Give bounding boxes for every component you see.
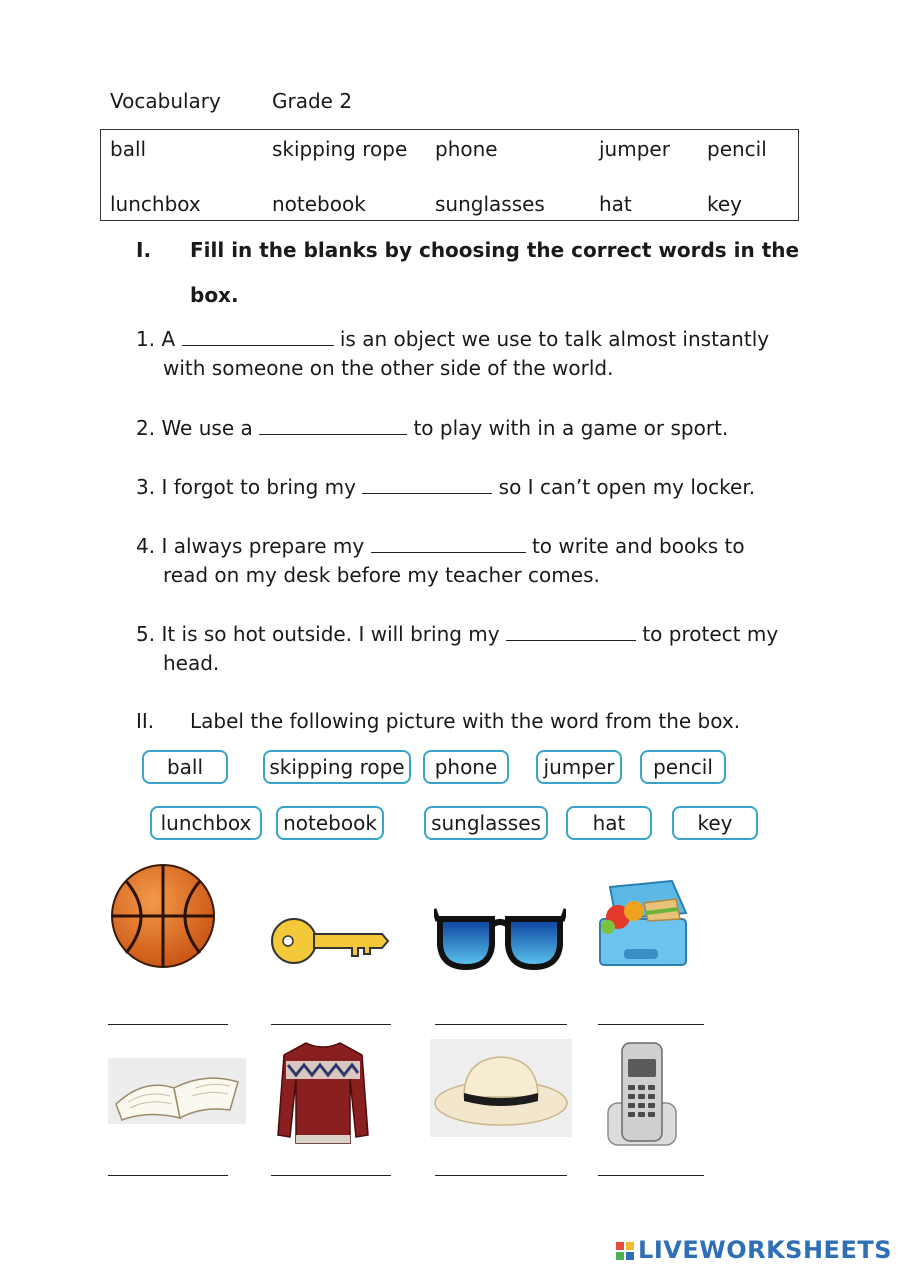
word-chip-skipping-rope[interactable]: skipping rope bbox=[263, 750, 411, 784]
question-text: to write and books to bbox=[531, 534, 745, 558]
section2-number: II. bbox=[136, 709, 155, 733]
question-2 bbox=[136, 416, 728, 440]
question-text: so I can’t open my locker. bbox=[498, 475, 756, 499]
word-chip-jumper[interactable]: jumper bbox=[536, 750, 622, 784]
picture-answer-line[interactable] bbox=[108, 1175, 228, 1176]
picture-answer-line[interactable] bbox=[271, 1024, 391, 1025]
vocab-word: hat bbox=[599, 192, 632, 216]
word-chip-ball[interactable]: ball bbox=[142, 750, 228, 784]
question-number: 3. bbox=[136, 475, 156, 499]
answer-blank[interactable] bbox=[259, 416, 407, 435]
question-text: We use a bbox=[161, 416, 253, 440]
question-3 bbox=[136, 475, 755, 499]
answer-blank[interactable] bbox=[182, 327, 334, 346]
section2-title: Label the following picture with the word from the box. bbox=[190, 709, 741, 733]
vocab-word: skipping rope bbox=[272, 137, 408, 161]
section1-title: Fill in the blanks by choosing the correct words in the bbox=[190, 238, 800, 262]
word-chip-phone[interactable]: phone bbox=[423, 750, 509, 784]
vocab-word: phone bbox=[435, 137, 498, 161]
question-5 bbox=[136, 622, 778, 646]
vocab-word: pencil bbox=[707, 137, 767, 161]
word-chip-notebook[interactable]: notebook bbox=[276, 806, 384, 840]
basketball-image bbox=[108, 863, 218, 969]
vocab-word: notebook bbox=[272, 192, 366, 216]
answer-blank[interactable] bbox=[371, 534, 526, 553]
logo-icon bbox=[616, 1242, 634, 1260]
hat-image bbox=[430, 1039, 572, 1137]
question-4 bbox=[136, 534, 745, 558]
vocab-word: jumper bbox=[599, 137, 670, 161]
subject-label: Vocabulary bbox=[110, 89, 221, 113]
answer-blank[interactable] bbox=[506, 622, 636, 641]
logo-text: LIVEWORKSHEETS bbox=[638, 1236, 892, 1264]
phone-image bbox=[606, 1039, 678, 1147]
jumper-image bbox=[276, 1039, 370, 1147]
word-chip-sunglasses[interactable]: sunglasses bbox=[424, 806, 548, 840]
question-text: is an object we use to talk almost instantly bbox=[339, 327, 770, 351]
notebook-image bbox=[108, 1058, 246, 1124]
picture-answer-line[interactable] bbox=[435, 1024, 567, 1025]
liveworksheets-logo bbox=[616, 1236, 892, 1264]
key-image bbox=[270, 912, 390, 970]
picture-answer-line[interactable] bbox=[435, 1175, 567, 1176]
section1-number: I. bbox=[136, 238, 152, 262]
word-chip-key[interactable]: key bbox=[672, 806, 758, 840]
section1-title-cont: box. bbox=[190, 283, 239, 307]
word-chip-lunchbox[interactable]: lunchbox bbox=[150, 806, 262, 840]
picture-answer-line[interactable] bbox=[598, 1024, 704, 1025]
question-text: It is so hot outside. I will bring my bbox=[161, 622, 500, 646]
sunglasses-image bbox=[434, 903, 566, 971]
picture-answer-line[interactable] bbox=[271, 1175, 391, 1176]
vocabulary-box bbox=[100, 129, 799, 221]
question-number: 1. bbox=[136, 327, 156, 351]
question-text: I always prepare my bbox=[161, 534, 365, 558]
picture-answer-line[interactable] bbox=[108, 1024, 228, 1025]
question-text: to play with in a game or sport. bbox=[413, 416, 729, 440]
lunchbox-image bbox=[596, 879, 690, 971]
vocab-word: key bbox=[707, 192, 743, 216]
question-number: 5. bbox=[136, 622, 156, 646]
question-text: read on my desk before my teacher comes. bbox=[163, 563, 600, 587]
vocab-word: ball bbox=[110, 137, 147, 161]
vocab-word: lunchbox bbox=[110, 192, 201, 216]
grade-label: Grade 2 bbox=[272, 89, 353, 113]
question-number: 2. bbox=[136, 416, 156, 440]
question-text: with someone on the other side of the world. bbox=[163, 356, 614, 380]
question-text: head. bbox=[163, 651, 220, 675]
question-1 bbox=[136, 327, 769, 351]
vocab-word: sunglasses bbox=[435, 192, 545, 216]
question-text: to protect my bbox=[642, 622, 779, 646]
question-text: I forgot to bring my bbox=[161, 475, 356, 499]
answer-blank[interactable] bbox=[362, 475, 492, 494]
question-text: A bbox=[161, 327, 176, 351]
question-number: 4. bbox=[136, 534, 156, 558]
word-chip-pencil[interactable]: pencil bbox=[640, 750, 726, 784]
picture-answer-line[interactable] bbox=[598, 1175, 704, 1176]
word-chip-hat[interactable]: hat bbox=[566, 806, 652, 840]
